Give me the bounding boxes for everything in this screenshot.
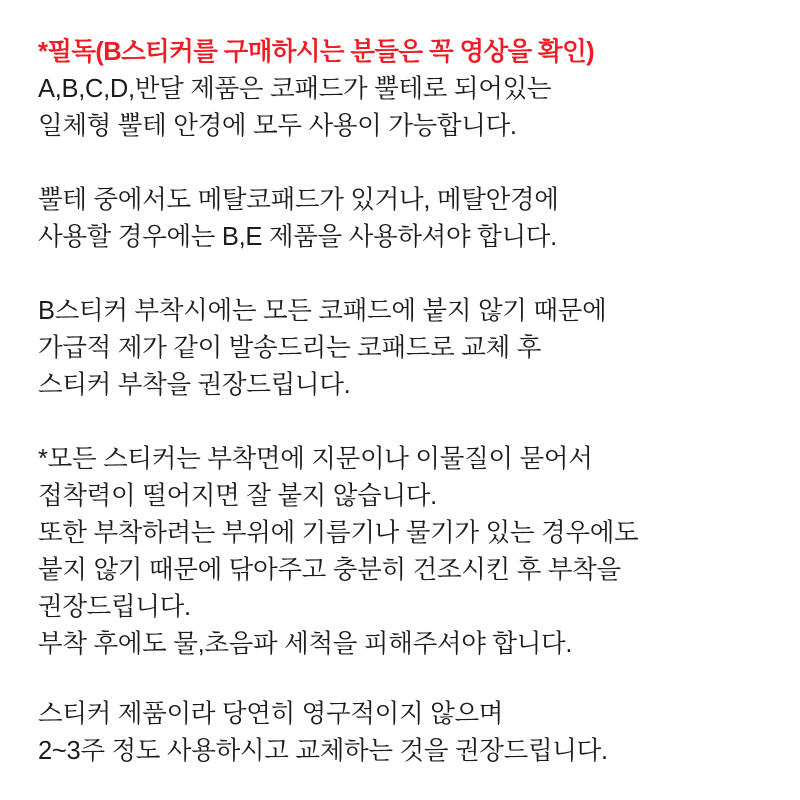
metal-pad-block [38,182,764,256]
surface-line-5: 권장드립니다. [38,593,191,621]
spacer-4 [38,663,764,696]
b-sticker-line-2: 가급적 제가 같이 발송드리는 코패드로 교체 후 [38,334,542,362]
surface-line-2: 접착력이 떨어지면 잘 붙지 않습니다. [38,482,437,510]
surface-block [38,441,764,663]
lifetime-line-1: 스티커 제품이라 당연히 영구적이지 않으며 [38,700,504,728]
intro-line-1: A,B,C,D,반달 제품은 코패드가 뿔테로 되어있는 [38,75,552,103]
spacer-3 [38,404,764,441]
headline-text: *필독(B스티커를 구매하시는 분들은 꼭 영상을 확인) [38,38,595,66]
surface-line-4: 붙지 않기 때문에 닦아주고 충분히 건조시킨 후 부착을 [38,556,621,584]
metal-pad-line-2: 사용할 경우에는 B,E 제품을 사용하셔야 합니다. [38,223,557,251]
lifetime-block [38,696,764,770]
b-sticker-line-1: B스티커 부착시에는 모든 코패드에 붙지 않기 때문에 [38,297,607,325]
surface-line-6: 부착 후에도 물,초음파 세척을 피해주셔야 합니다. [38,630,573,658]
intro-block [38,71,764,145]
b-sticker-block [38,293,764,404]
surface-line-3: 또한 부착하려는 부위에 기름기나 물기가 있는 경우에도 [38,519,639,547]
lifetime-line-2: 2~3주 정도 사용하시고 교체하는 것을 권장드립니다. [38,737,608,765]
spacer-1 [38,145,764,182]
surface-line-1: *모든 스티커는 부착면에 지문이나 이물질이 묻어서 [38,445,593,473]
metal-pad-line-1: 뿔테 중에서도 메탈코패드가 있거나, 메탈안경에 [38,186,559,214]
b-sticker-line-3: 스티커 부착을 권장드립니다. [38,371,351,399]
spacer-2 [38,256,764,293]
headline-block [38,34,764,71]
intro-line-2: 일체형 뿔테 안경에 모두 사용이 가능합니다. [38,112,517,140]
